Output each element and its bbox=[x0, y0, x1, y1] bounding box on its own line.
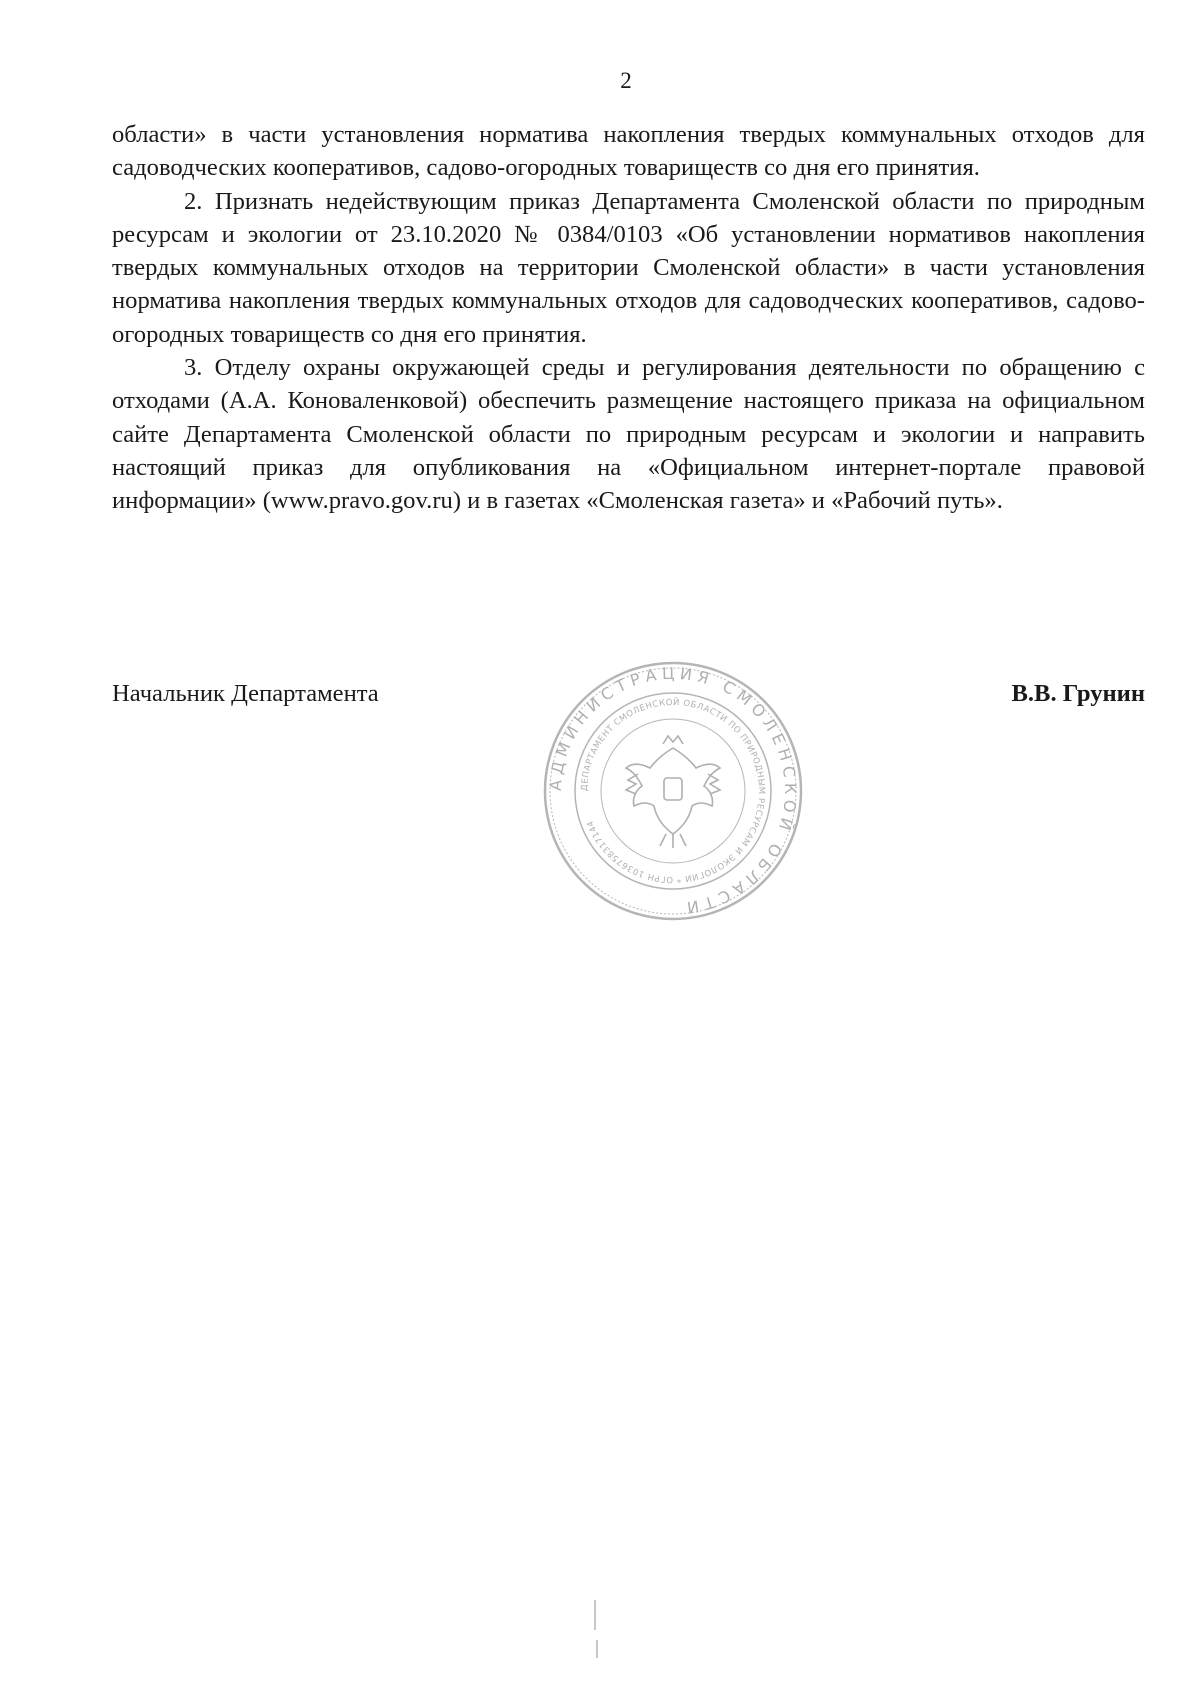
scan-artifact bbox=[594, 1600, 596, 1630]
page-number: 2 bbox=[620, 68, 632, 93]
coat-of-arms-emblem bbox=[626, 736, 720, 848]
scan-artifact bbox=[596, 1640, 598, 1658]
stamp-middle-ring bbox=[575, 693, 771, 889]
paragraph-item-3: 3. Отделу охраны окружающей среды и регулирования деятельности по обращению с отходами (А.А. Коноваленковой) обеспечить размещение настоящего приказа на официальном сайте Департамента Смоленской области по природным ресурсам и экологии и направить настоящий приказ для опубликования на «Официальном интернет-портале правовой информации» (www.pravo.gov.ru) и в газетах «Смоленская газета» и «Рабочий путь». bbox=[112, 354, 1145, 515]
stamp-inner-text: ДЕПАРТАМЕНТ СМОЛЕНСКОЙ ОБЛАСТИ ПО ПРИРОДНЫМ РЕСУРСАМ И ЭКОЛОГИИ * ОГРН 1036758317144 bbox=[579, 697, 767, 885]
signature-name: В.В. Грунин bbox=[1011, 680, 1145, 707]
svg-text:ДЕПАРТАМЕНТ СМОЛЕНСКОЙ ОБЛАСТИ bbox=[580, 696, 766, 884]
paragraph-continuation: области» в части установления норматива накопления твердых коммунальных отходов для садоводческих кооперативов, садово-огородных товариществ со дня его принятия. bbox=[112, 121, 1145, 182]
signature-title: Начальник Департамента bbox=[112, 680, 379, 707]
paragraph-item-2: 2. Признать недействующим приказ Департамента Смоленской области по природным ресурсам и экологии от 23.10.2020 № 0384/0103 «Об установлении нормативов накопления твердых коммунальных отходов на территории Смоленской области» в части установления норматива накопления твердых коммунальных отходов для садоводческих кооперативов, садово-огородных товариществ со дня его принятия. bbox=[112, 187, 1145, 348]
official-stamp bbox=[538, 656, 808, 926]
document-body bbox=[112, 118, 1145, 518]
stamp-outer-text: АДМИНИСТРАЦИЯ СМОЛЕНСКОЙ ОБЛАСТИ bbox=[545, 663, 800, 918]
